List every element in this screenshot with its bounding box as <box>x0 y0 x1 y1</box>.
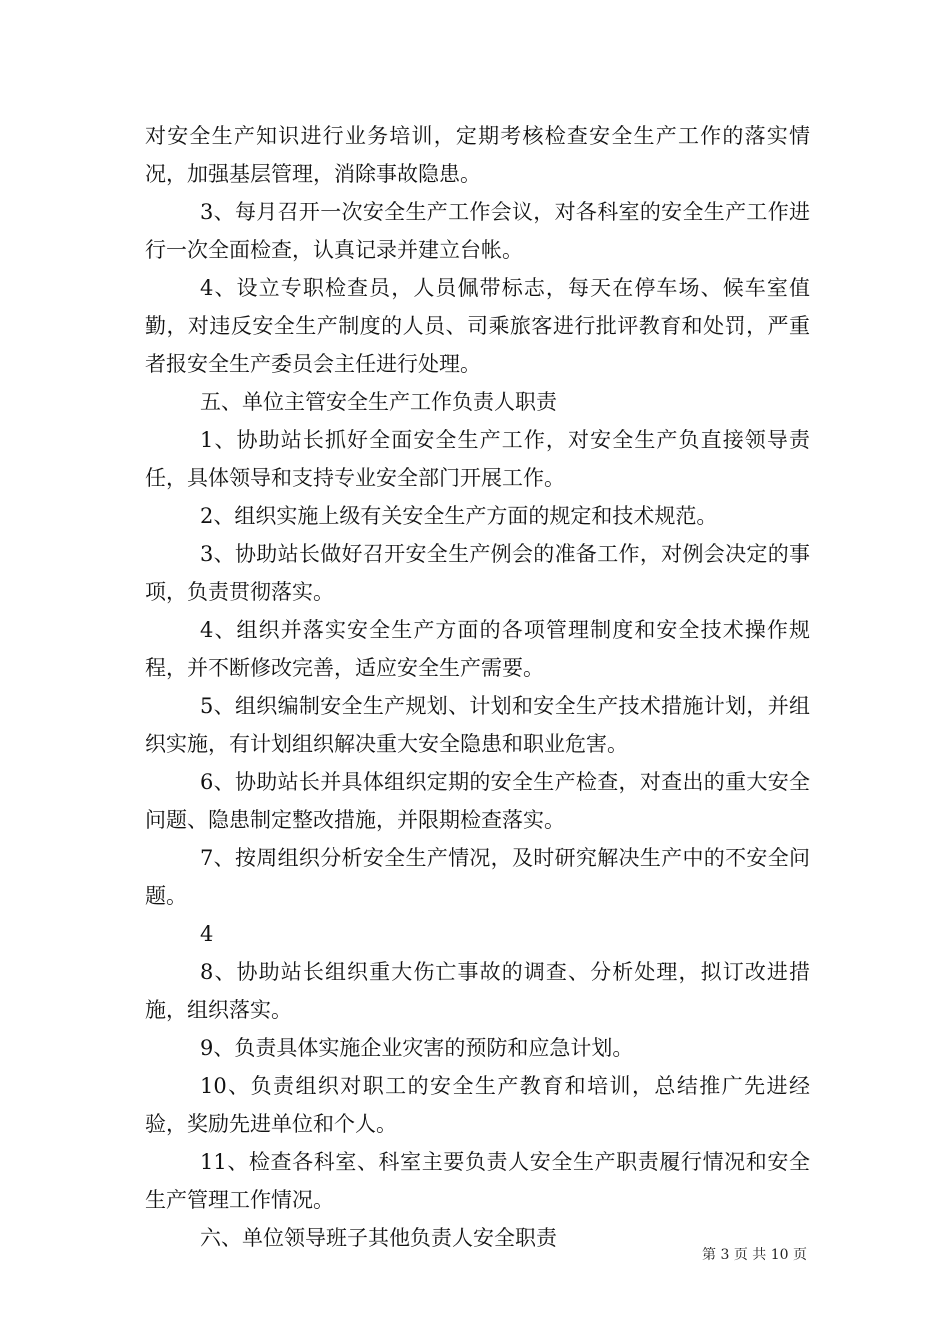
paragraph: 5、组织编制安全生产规划、计划和安全生产技术措施计划，并组织实施，有计划组织解决重大安全隐患和职业危害。 <box>145 694 810 756</box>
paragraph: 4、设立专职检查员，人员佩带标志，每天在停车场、候车室值勤，对违反安全生产制度的人员、司乘旅客进行批评教育和处罚，严重者报安全生产委员会主任进行处理。 <box>145 276 810 376</box>
page-number-footer: 第 3 页 共 10 页 <box>702 1247 807 1263</box>
paragraph: 1、协助站长抓好全面安全生产工作，对安全生产负直接领导责任，具体领导和支持专业安全部门开展工作。 <box>145 428 810 490</box>
paragraph: 4、组织并落实安全生产方面的各项管理制度和安全技术操作规程，并不断修改完善，适应安全生产需要。 <box>145 618 810 680</box>
paragraph: 8、协助站长组织重大伤亡事故的调查、分析处理，拟订改进措施，组织落实。 <box>145 960 810 1022</box>
paragraph: 6、协助站长并具体组织定期的安全生产检查，对查出的重大安全问题、隐患制定整改措施，并限期检查落实。 <box>145 770 810 832</box>
paragraph: 对安全生产知识进行业务培训，定期考核检查安全生产工作的落实情况，加强基层管理，消除事故隐患。 <box>145 124 810 186</box>
paragraph: 9、负责具体实施企业灾害的预防和应急计划。 <box>200 1036 634 1060</box>
paragraph: 11、检查各科室、科室主要负责人安全生产职责履行情况和安全生产管理工作情况。 <box>145 1150 810 1212</box>
paragraph: 2、组织实施上级有关安全生产方面的规定和技术规范。 <box>200 504 718 528</box>
paragraph: 3、协助站长做好召开安全生产例会的准备工作，对例会决定的事项，负责贯彻落实。 <box>145 542 810 604</box>
document-body <box>145 117 810 1257</box>
paragraph: 3、每月召开一次安全生产工作会议，对各科室的安全生产工作进行一次全面检查，认真记录并建立台帐。 <box>145 200 810 262</box>
paragraph: 7、按周组织分析安全生产情况，及时研究解决生产中的不安全问题。 <box>145 846 810 908</box>
paragraph: 4 <box>200 922 214 946</box>
paragraph: 五、单位主管安全生产工作负责人职责 <box>200 390 557 414</box>
paragraph: 10、负责组织对职工的安全生产教育和培训，总结推广先进经验，奖励先进单位和个人。 <box>145 1074 810 1136</box>
paragraph: 六、单位领导班子其他负责人安全职责 <box>200 1226 557 1250</box>
